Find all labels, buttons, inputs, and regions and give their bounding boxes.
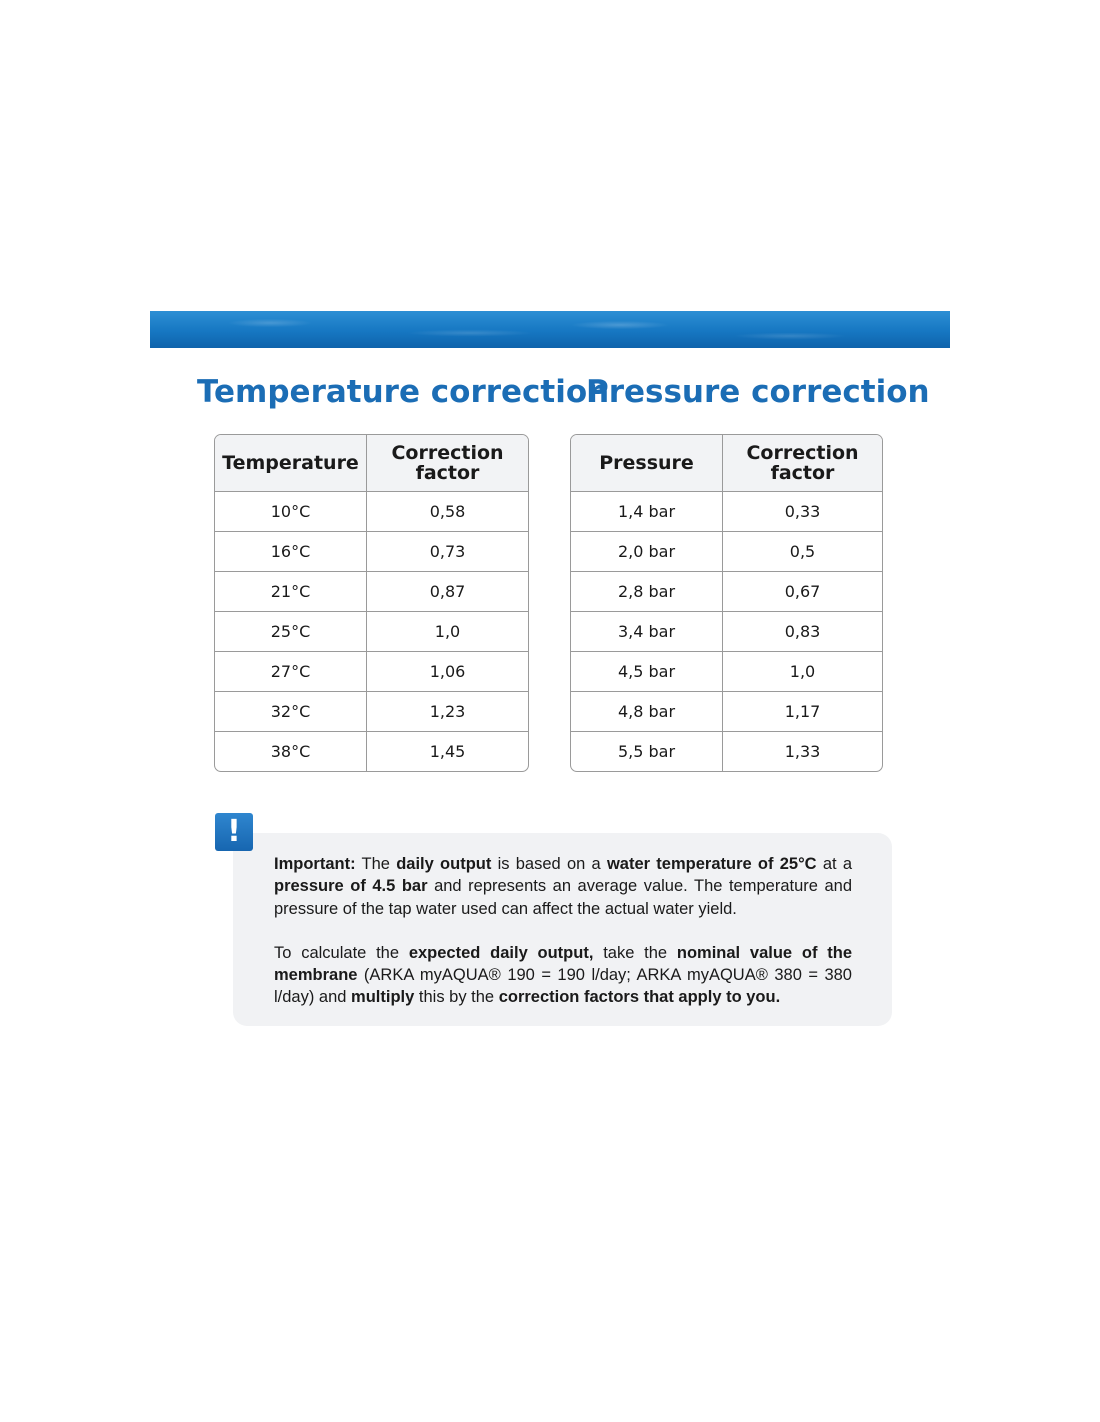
table-cell-factor: 0,33	[723, 492, 882, 532]
pressure-correction-title: Pressure correction	[586, 374, 930, 410]
bold-text-run: water temperature of 25°C	[606, 855, 817, 873]
table-cell-factor: 1,33	[784, 742, 821, 761]
bold-text-run: nominal value of the membrane	[274, 943, 852, 985]
table-cell-factor: 0,67	[723, 572, 882, 612]
table-cell-condition: 38°C	[215, 732, 367, 771]
table-cell-condition: 5,5 bar	[571, 732, 723, 771]
table-cell-factor: 0,83	[723, 612, 882, 652]
table-cell-factor: 1,06	[367, 652, 528, 692]
column-header-correction-factor: Correction factor	[367, 435, 528, 492]
table-cell-factor: 1,0	[367, 612, 528, 652]
table-cell-factor: 1,0	[723, 652, 882, 692]
bold-text-run: Important:	[274, 855, 356, 873]
table-cell-factor: 0,5	[723, 532, 882, 572]
text-run: To calculate the	[274, 943, 409, 962]
table-row	[571, 492, 882, 532]
table-row	[215, 652, 528, 692]
column-header-pressure: Pressure	[571, 435, 723, 492]
column-header-correction-factor: Correction factor	[723, 435, 882, 492]
table-row	[215, 692, 528, 732]
bold-text-run: daily output	[396, 855, 492, 873]
table-cell-condition: 2,8 bar	[571, 572, 723, 612]
table-cell-condition: 3,4 bar	[571, 612, 723, 652]
text-run: take the	[593, 943, 677, 962]
text-run: this by the	[414, 988, 499, 1007]
notice-paragraph-1	[274, 853, 852, 920]
text-run: is based on a	[491, 855, 607, 873]
table-row	[571, 652, 882, 692]
table-header-row	[215, 435, 528, 492]
water-banner	[150, 311, 950, 348]
table-cell-factor: 0,87	[367, 572, 528, 612]
pressure-correction-table	[570, 434, 883, 772]
important-notice-text	[274, 853, 852, 1009]
text-run: The	[355, 855, 397, 873]
table-row	[571, 532, 882, 572]
exclamation-icon	[215, 813, 253, 851]
table-row	[571, 612, 882, 652]
column-header-temperature: Temperature	[215, 435, 367, 492]
temperature-correction-table	[214, 434, 529, 772]
table-row	[215, 492, 528, 532]
table-cell-condition: 10°C	[215, 492, 367, 532]
text-run: (ARKA myAQUA® 190 = 190 l/day; ARKA myAQUA® 380 = 380 l/day) and	[274, 966, 852, 1007]
table-row	[571, 732, 882, 771]
table-cell-factor: 0,58	[367, 492, 528, 532]
temperature-correction-title: Temperature correction	[197, 374, 610, 410]
text-run: at a	[816, 855, 852, 873]
table-row	[215, 732, 528, 771]
bold-text-run: multiply	[351, 988, 415, 1007]
table-cell-condition: 4,8 bar	[571, 692, 723, 732]
table-row	[215, 612, 528, 652]
table-cell-condition: 21°C	[215, 572, 367, 612]
table-cell-condition: 25°C	[215, 612, 367, 652]
table-cell-factor: 0,73	[367, 532, 528, 572]
bold-text-run: expected daily output,	[408, 943, 594, 962]
table-cell-factor: 1,17	[723, 692, 882, 732]
table-row	[215, 532, 528, 572]
table-header-row	[571, 435, 882, 492]
table-row	[215, 572, 528, 612]
table-row	[571, 692, 882, 732]
table-cell-factor: 1,23	[367, 692, 528, 732]
text-run: and represents an average value. The temperature and pressure of the tap water used can affect the actual water yield.	[274, 877, 852, 918]
bold-text-run: correction factors that apply to you.	[498, 988, 781, 1007]
bold-text-run: pressure of 4.5 bar	[274, 877, 428, 896]
notice-paragraph-2	[274, 942, 852, 1009]
table-row	[571, 572, 882, 612]
table-cell-condition: 4,5 bar	[571, 652, 723, 692]
table-cell-condition: 32°C	[215, 692, 367, 732]
table-cell-condition: 1,4 bar	[571, 492, 723, 532]
table-cell-condition: 16°C	[215, 532, 367, 572]
table-cell-factor: 1,45	[429, 742, 466, 761]
table-cell-condition: 2,0 bar	[571, 532, 723, 572]
table-cell-condition: 27°C	[215, 652, 367, 692]
exclamation-glyph: !	[227, 814, 241, 849]
